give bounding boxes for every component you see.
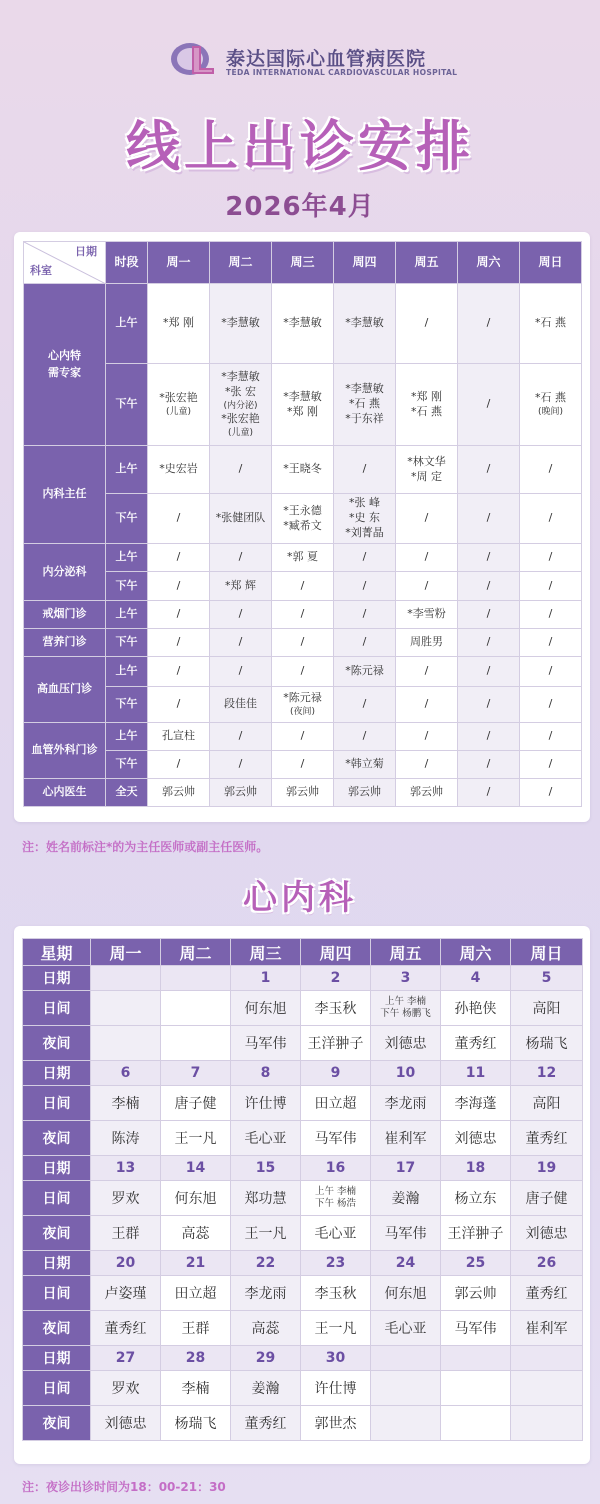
doctor-cell: 何东旭 (371, 1276, 441, 1311)
empty-cell: / (148, 572, 210, 601)
doctor-cell: *李雪粉 (396, 601, 458, 629)
date-row (23, 1156, 583, 1181)
dept-cell: 血管外科门诊 (24, 723, 106, 779)
doctor-cell (371, 1406, 441, 1441)
doctor-cell: 郭云帅 (334, 779, 396, 807)
date-cell: 29 (231, 1346, 301, 1371)
doctor-cell: 高蕊 (161, 1216, 231, 1251)
date-cell: 3 (371, 966, 441, 991)
night-label: 夜间 (23, 1216, 91, 1251)
doctor-cell: *王晓冬 (272, 446, 334, 494)
section-title-cardio: 心内科 (243, 878, 357, 918)
session-cell: 下午 (106, 629, 148, 657)
empty-cell: / (520, 657, 582, 687)
date-cell: 23 (301, 1251, 371, 1276)
day-header: 周六 (458, 242, 520, 284)
doctor-cell: *郭 夏 (272, 544, 334, 572)
empty-cell: / (272, 629, 334, 657)
doctor-cell (371, 1371, 441, 1406)
doctor-cell: 刘德忠 (441, 1121, 511, 1156)
date-cell: 30 (301, 1346, 371, 1371)
empty-cell: / (458, 364, 520, 446)
date-cell: 4 (441, 966, 511, 991)
doctor-cell: *石 燕 (晚间) (520, 364, 582, 446)
doctor-cell: 郑功慧 (231, 1181, 301, 1216)
empty-cell: / (520, 687, 582, 723)
doctor-cell (161, 1026, 231, 1061)
doctor-cell (91, 1026, 161, 1061)
doctor-cell: *林文华 *周 定 (396, 446, 458, 494)
week-label: 星期 (23, 939, 91, 966)
table-row (24, 572, 582, 601)
empty-cell: / (458, 572, 520, 601)
day-label: 日间 (23, 1086, 91, 1121)
empty-cell: / (458, 284, 520, 364)
empty-cell: / (458, 629, 520, 657)
empty-cell: / (272, 572, 334, 601)
doctor-cell: 刘德忠 (511, 1216, 583, 1251)
doctor-cell: 罗欢 (91, 1371, 161, 1406)
date-cell: 11 (441, 1061, 511, 1086)
doctor-cell: *李慧敏 *郑 刚 (272, 364, 334, 446)
doctor-cell: 董秀红 (511, 1276, 583, 1311)
doctor-cell: 高蕊 (231, 1311, 301, 1346)
date-row (23, 1061, 583, 1086)
day-label: 日间 (23, 1276, 91, 1311)
empty-cell: / (210, 657, 272, 687)
outpatient-schedule-table (23, 241, 582, 807)
night-label: 夜间 (23, 1026, 91, 1061)
footnote-night: 注：夜诊出诊时间为18：00-21：30 (22, 1480, 226, 1494)
empty-cell: / (334, 544, 396, 572)
date-cell: 1 (231, 966, 301, 991)
doctor-cell: 马军伟 (441, 1311, 511, 1346)
empty-cell: / (458, 687, 520, 723)
hospital-logo-icon (170, 42, 220, 76)
doctor-cell (511, 1406, 583, 1441)
night-shift-row (23, 1216, 583, 1251)
session-header: 时段 (106, 242, 148, 284)
date-cell: 15 (231, 1156, 301, 1181)
date-row (23, 966, 583, 991)
doctor-cell: 段佳佳 (210, 687, 272, 723)
doctor-cell: 罗欢 (91, 1181, 161, 1216)
date-row (23, 1346, 583, 1371)
day-header: 周一 (148, 242, 210, 284)
doctor-cell: 姜瀚 (371, 1181, 441, 1216)
day-label: 日间 (23, 1181, 91, 1216)
doctor-cell (161, 991, 231, 1026)
date-cell (161, 966, 231, 991)
cardio-schedule-card (14, 926, 590, 1464)
doctor-cell: 周胜男 (396, 629, 458, 657)
empty-cell: / (396, 751, 458, 779)
doctor-cell: 郭云帅 (441, 1276, 511, 1311)
doctor-cell (301, 1181, 371, 1216)
table-row (24, 544, 582, 572)
doctor-cell: 董秀红 (91, 1311, 161, 1346)
day-header: 周四 (301, 939, 371, 966)
empty-cell: / (396, 284, 458, 364)
dept-cell: 心内医生 (24, 779, 106, 807)
empty-cell: / (210, 751, 272, 779)
doctor-cell: 刘德忠 (371, 1026, 441, 1061)
night-shift-row (23, 1311, 583, 1346)
empty-cell: / (396, 572, 458, 601)
date-row (23, 1251, 583, 1276)
corner-date-label: 日期 (75, 245, 97, 258)
date-cell (371, 1346, 441, 1371)
doctor-cell: *张宏艳 (儿童) (148, 364, 210, 446)
day-shift-row (23, 1276, 583, 1311)
date-cell: 10 (371, 1061, 441, 1086)
doctor-cell: 马军伟 (231, 1026, 301, 1061)
date-cell: 12 (511, 1061, 583, 1086)
empty-cell: / (520, 544, 582, 572)
empty-cell: / (272, 601, 334, 629)
empty-cell: / (458, 779, 520, 807)
doctor-cell: 唐子健 (511, 1181, 583, 1216)
day-header: 周四 (334, 242, 396, 284)
empty-cell: / (520, 572, 582, 601)
date-cell: 16 (301, 1156, 371, 1181)
date-cell: 5 (511, 966, 583, 991)
hospital-name-cn: 泰达国际心血管病医院 (226, 48, 427, 70)
doctor-cell: *张 峰 *史 东 *刘菁晶 (334, 494, 396, 544)
night-label: 夜间 (23, 1121, 91, 1156)
date-label: 日期 (23, 1156, 91, 1181)
doctor-cell: 刘德忠 (91, 1406, 161, 1441)
doctor-cell: 陈涛 (91, 1121, 161, 1156)
empty-cell: / (334, 601, 396, 629)
hospital-name-en: TEDA INTERNATIONAL CARDIOVASCULAR HOSPITAL (226, 68, 458, 77)
doctor-cell: 李楠 (91, 1086, 161, 1121)
night-shift-row (23, 1026, 583, 1061)
corner-cell (24, 242, 106, 284)
doctor-cell: 李玉秋 (301, 1276, 371, 1311)
table-row (24, 657, 582, 687)
doctor-cell: 孔宣柱 (148, 723, 210, 751)
cardio-table-body (23, 939, 583, 1441)
dept-cell: 戒烟门诊 (24, 601, 106, 629)
doctor-cell: 王群 (91, 1216, 161, 1251)
empty-cell: / (520, 629, 582, 657)
day-header: 周五 (396, 242, 458, 284)
empty-cell: / (210, 601, 272, 629)
empty-cell: / (334, 723, 396, 751)
empty-cell: / (520, 494, 582, 544)
empty-cell: / (334, 687, 396, 723)
date-cell: 22 (231, 1251, 301, 1276)
empty-cell: / (396, 687, 458, 723)
outpatient-schedule-card (14, 232, 590, 822)
doctor-cell: 郭世杰 (301, 1406, 371, 1441)
doctor-cell: *史宏岩 (148, 446, 210, 494)
empty-cell: / (334, 629, 396, 657)
doctor-cell: 李海蓬 (441, 1086, 511, 1121)
empty-cell: / (396, 544, 458, 572)
date-cell: 6 (91, 1061, 161, 1086)
doctor-cell: 李龙雨 (371, 1086, 441, 1121)
dept-cell: 高血压门诊 (24, 657, 106, 723)
empty-cell: / (396, 494, 458, 544)
table-row (24, 779, 582, 807)
day-shift-row (23, 1181, 583, 1216)
empty-cell: / (272, 751, 334, 779)
pm-doctor: 下午 杨鹏飞 (380, 1008, 431, 1019)
doctor-cell: 王一凡 (301, 1311, 371, 1346)
doctor-cell: 杨瑞飞 (161, 1406, 231, 1441)
empty-cell: / (520, 779, 582, 807)
empty-cell: / (396, 723, 458, 751)
doctor-cell: *石 燕 (520, 284, 582, 364)
night-shift-row (23, 1406, 583, 1441)
date-cell: 27 (91, 1346, 161, 1371)
doctor-cell: 郭云帅 (148, 779, 210, 807)
empty-cell: / (148, 687, 210, 723)
doctor-cell (441, 1406, 511, 1441)
doctor-cell: 何东旭 (161, 1181, 231, 1216)
empty-cell: / (458, 601, 520, 629)
night-label: 夜间 (23, 1406, 91, 1441)
date-cell: 25 (441, 1251, 511, 1276)
doctor-cell: 王洋翀子 (301, 1026, 371, 1061)
doctor-cell: 马军伟 (301, 1121, 371, 1156)
day-shift-row (23, 1086, 583, 1121)
empty-cell: / (148, 751, 210, 779)
day-header: 周五 (371, 939, 441, 966)
doctor-cell: 许仕博 (301, 1371, 371, 1406)
date-cell: 18 (441, 1156, 511, 1181)
date-cell: 9 (301, 1061, 371, 1086)
doctor-cell: *郑 刚 *石 燕 (396, 364, 458, 446)
doctor-cell: *李慧敏 (334, 284, 396, 364)
date-cell: 21 (161, 1251, 231, 1276)
date-cell: 20 (91, 1251, 161, 1276)
doctor-cell: 杨瑞飞 (511, 1026, 583, 1061)
date-label: 日期 (23, 1346, 91, 1371)
doctor-cell: 董秀红 (511, 1121, 583, 1156)
doctor-cell: 毛心亚 (231, 1121, 301, 1156)
session-cell: 上午 (106, 601, 148, 629)
pm-doctor: 下午 杨浩 (314, 1198, 357, 1209)
night-label: 夜间 (23, 1311, 91, 1346)
doctor-cell: *李慧敏 (272, 284, 334, 364)
doctor-cell: 马军伟 (371, 1216, 441, 1251)
doctor-cell: 王一凡 (231, 1216, 301, 1251)
doctor-cell: 杨立东 (441, 1181, 511, 1216)
doctor-cell: 许仕博 (231, 1086, 301, 1121)
doctor-cell: *陈元禄 (334, 657, 396, 687)
doctor-cell: 王一凡 (161, 1121, 231, 1156)
day-header: 周日 (511, 939, 583, 966)
date-cell: 24 (371, 1251, 441, 1276)
table-row (24, 364, 582, 446)
table-row (24, 687, 582, 723)
dept-cell: 营养门诊 (24, 629, 106, 657)
date-cell: 7 (161, 1061, 231, 1086)
empty-cell: / (210, 723, 272, 751)
day-header: 周二 (210, 242, 272, 284)
doctor-cell (441, 1371, 511, 1406)
session-cell: 下午 (106, 494, 148, 544)
session-cell: 上午 (106, 284, 148, 364)
doctor-cell: 李龙雨 (231, 1276, 301, 1311)
footnote-senior: 注：姓名前标注*的为主任医师或副主任医师。 (22, 840, 269, 854)
doctor-cell: 崔利军 (511, 1311, 583, 1346)
doctor-cell: *王永德 *臧希文 (272, 494, 334, 544)
doctor-cell: 高阳 (511, 991, 583, 1026)
table-row (24, 284, 582, 364)
header (0, 0, 600, 230)
doctor-cell: 李楠 (161, 1371, 231, 1406)
table-row (24, 751, 582, 779)
doctor-cell: 卢姿瑾 (91, 1276, 161, 1311)
dept-cell: 内分泌科 (24, 544, 106, 601)
doctor-cell: 何东旭 (231, 991, 301, 1026)
dept-cell: 内科主任 (24, 446, 106, 544)
day-shift-row (23, 1371, 583, 1406)
empty-cell: / (458, 494, 520, 544)
session-cell: 下午 (106, 572, 148, 601)
corner-dept-label: 科室 (30, 264, 52, 277)
empty-cell: / (272, 657, 334, 687)
doctor-cell: 孙艳侠 (441, 991, 511, 1026)
session-cell: 上午 (106, 446, 148, 494)
weekday-header-row (23, 939, 583, 966)
empty-cell: / (520, 751, 582, 779)
dept-cell: 心内特需专家 (24, 284, 106, 446)
doctor-cell: 郭云帅 (396, 779, 458, 807)
doctor-cell: *韩立菊 (334, 751, 396, 779)
doctor-cell: 郭云帅 (210, 779, 272, 807)
doctor-cell: 董秀红 (231, 1406, 301, 1441)
day-shift-row (23, 991, 583, 1026)
table-row (24, 494, 582, 544)
date-cell (441, 1346, 511, 1371)
empty-cell: / (458, 657, 520, 687)
table-row (24, 723, 582, 751)
doctor-cell: *郑 刚 (148, 284, 210, 364)
session-cell: 下午 (106, 687, 148, 723)
doctor-cell (91, 991, 161, 1026)
date-cell: 14 (161, 1156, 231, 1181)
day-header: 周日 (520, 242, 582, 284)
am-doctor: 上午 李楠 (314, 1185, 357, 1197)
empty-cell: / (458, 544, 520, 572)
empty-cell: / (148, 657, 210, 687)
empty-cell: / (148, 494, 210, 544)
doctor-cell: 郭云帅 (272, 779, 334, 807)
doctor-cell: 毛心亚 (371, 1311, 441, 1346)
date-cell: 17 (371, 1156, 441, 1181)
table-row (24, 446, 582, 494)
date-cell: 13 (91, 1156, 161, 1181)
doctor-cell (371, 991, 441, 1026)
table-header-row (24, 242, 582, 284)
date-cell (91, 966, 161, 991)
session-cell: 全天 (106, 779, 148, 807)
empty-cell: / (210, 446, 272, 494)
doctor-cell: *张健团队 (210, 494, 272, 544)
date-label: 日期 (23, 1061, 91, 1086)
date-label: 日期 (23, 1251, 91, 1276)
cardio-schedule-table (22, 938, 583, 1441)
session-cell: 下午 (106, 751, 148, 779)
doctor-cell: 王群 (161, 1311, 231, 1346)
day-header: 周一 (91, 939, 161, 966)
day-label: 日间 (23, 1371, 91, 1406)
doctor-cell: 崔利军 (371, 1121, 441, 1156)
doctor-cell: *李慧敏 (210, 284, 272, 364)
empty-cell: / (210, 629, 272, 657)
empty-cell: / (458, 723, 520, 751)
date-cell: 8 (231, 1061, 301, 1086)
empty-cell: / (148, 601, 210, 629)
date-cell: 19 (511, 1156, 583, 1181)
doctor-cell: 姜瀚 (231, 1371, 301, 1406)
doctor-cell: 田立超 (301, 1086, 371, 1121)
date-cell: 2 (301, 966, 371, 991)
date-cell: 28 (161, 1346, 231, 1371)
doctor-cell (511, 1371, 583, 1406)
table-row (24, 629, 582, 657)
empty-cell: / (148, 544, 210, 572)
doctor-cell: 田立超 (161, 1276, 231, 1311)
date-label: 日期 (23, 966, 91, 991)
day-header: 周二 (161, 939, 231, 966)
empty-cell: / (396, 657, 458, 687)
empty-cell: / (458, 446, 520, 494)
doctor-cell: *李慧敏 *石 燕 *于东祥 (334, 364, 396, 446)
doctor-cell: 唐子健 (161, 1086, 231, 1121)
date-cell: 26 (511, 1251, 583, 1276)
doctor-cell: 董秀红 (441, 1026, 511, 1061)
empty-cell: / (210, 544, 272, 572)
doctor-cell: 高阳 (511, 1086, 583, 1121)
empty-cell: / (272, 723, 334, 751)
empty-cell: / (520, 723, 582, 751)
page-title: 线上出诊安排 (126, 115, 474, 178)
day-header: 周三 (231, 939, 301, 966)
session-cell: 上午 (106, 723, 148, 751)
session-cell: 上午 (106, 657, 148, 687)
am-doctor: 上午 李楠 (384, 995, 427, 1007)
night-shift-row (23, 1121, 583, 1156)
doctor-cell: 毛心亚 (301, 1216, 371, 1251)
empty-cell: / (334, 572, 396, 601)
empty-cell: / (520, 446, 582, 494)
doctor-cell: 王洋翀子 (441, 1216, 511, 1251)
day-label: 日间 (23, 991, 91, 1026)
session-cell: 下午 (106, 364, 148, 446)
empty-cell: / (334, 446, 396, 494)
day-header: 周三 (272, 242, 334, 284)
doctor-cell: *李慧敏 *张 宏 (内分泌) *张宏艳 (儿童) (210, 364, 272, 446)
doctor-cell: *郑 辉 (210, 572, 272, 601)
table-row (24, 601, 582, 629)
doctor-cell: 李玉秋 (301, 991, 371, 1026)
empty-cell: / (148, 629, 210, 657)
doctor-cell: *陈元禄 (夜间) (272, 687, 334, 723)
empty-cell: / (458, 751, 520, 779)
day-header: 周六 (441, 939, 511, 966)
date-cell (511, 1346, 583, 1371)
empty-cell: / (520, 601, 582, 629)
month-label: 2026年4月 (225, 192, 375, 222)
session-cell: 上午 (106, 544, 148, 572)
